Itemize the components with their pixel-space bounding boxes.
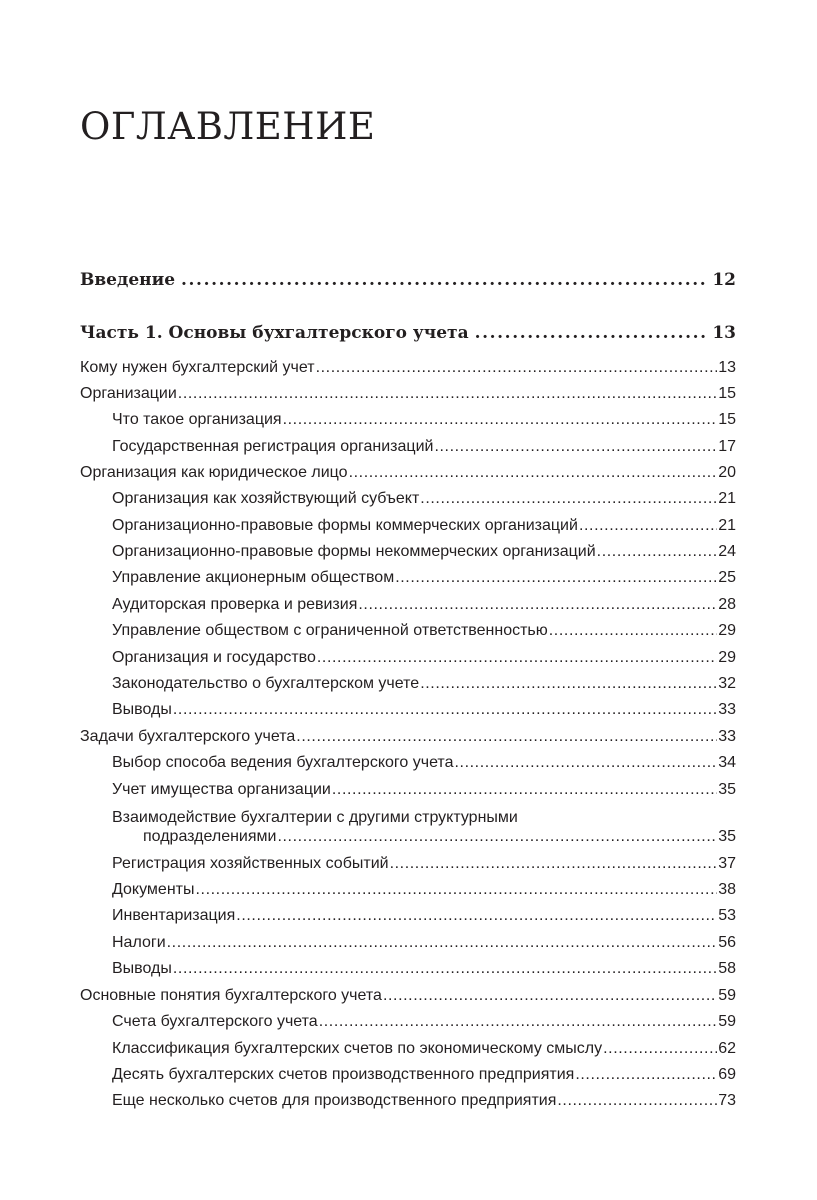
toc-subentry[interactable] <box>112 959 736 979</box>
dot-leader <box>557 1091 717 1111</box>
toc-entry-title: Регистрация хозяйственных событий <box>112 855 389 872</box>
page-title: ОГЛАВЛЕНИЕ <box>80 105 376 148</box>
toc-subentry[interactable] <box>112 1039 736 1059</box>
toc-entry-title: Организационно-правовые формы некоммерческих организаций <box>112 543 596 560</box>
dot-leader <box>597 542 718 562</box>
dot-leader <box>173 959 717 979</box>
toc-subentry[interactable] <box>112 700 736 720</box>
dot-leader <box>332 780 717 800</box>
dot-leader <box>316 358 718 378</box>
toc-entry-page: 53 <box>718 907 736 924</box>
toc-subentry[interactable] <box>112 542 736 562</box>
dot-leader <box>475 323 707 343</box>
toc-entry-title: Счета бухгалтерского учета <box>112 1013 318 1030</box>
toc-entry-page: 58 <box>718 960 736 977</box>
dot-leader <box>454 753 717 773</box>
dot-leader <box>575 1065 717 1085</box>
toc-subentry[interactable] <box>112 621 736 641</box>
toc-subentry[interactable] <box>112 1091 736 1111</box>
toc-entry[interactable] <box>80 986 736 1006</box>
toc-entry-page: 15 <box>718 385 736 402</box>
dot-leader <box>549 621 717 641</box>
toc-entry-title: Десять бухгалтерских счетов производственного предприятия <box>112 1066 575 1083</box>
toc-subentry[interactable] <box>112 827 736 847</box>
toc-subentry[interactable] <box>112 410 736 430</box>
toc-entry-page: 33 <box>718 701 736 718</box>
toc-entry-page: 56 <box>718 934 736 951</box>
dot-leader <box>195 880 717 900</box>
toc-entry-page: 35 <box>718 828 736 845</box>
toc-entry-page: 59 <box>718 987 736 1004</box>
dot-leader <box>283 410 718 430</box>
dot-leader <box>395 568 717 588</box>
dot-leader <box>579 516 717 536</box>
toc-subentry[interactable] <box>112 648 736 668</box>
toc-entry-page: 37 <box>718 855 736 872</box>
toc-entry-page: 29 <box>718 649 736 666</box>
toc-entry-title: Часть 1. Основы бухгалтерского учета <box>80 323 469 343</box>
toc-entry-page: 69 <box>718 1066 736 1083</box>
toc-entry-page: 59 <box>718 1013 736 1030</box>
toc-entry-title: Что такое организация <box>112 411 282 428</box>
toc-subentry[interactable] <box>112 854 736 874</box>
toc-entry-title: Задачи бухгалтерского учета <box>80 728 296 745</box>
toc-subentry[interactable] <box>112 780 736 800</box>
dot-leader <box>420 489 717 509</box>
toc-entry-page: 13 <box>712 323 736 343</box>
toc-subentry[interactable] <box>112 568 736 588</box>
toc-entry-page: 15 <box>718 411 736 428</box>
toc-entry-title: Организации <box>80 385 177 402</box>
toc-entry-title: Еще несколько счетов для производственного предприятия <box>112 1092 557 1109</box>
toc-subentry[interactable] <box>112 880 736 900</box>
dot-leader <box>603 1039 717 1059</box>
dot-leader <box>358 595 717 615</box>
toc-entry-page: 33 <box>718 728 736 745</box>
toc-major-entry[interactable] <box>80 323 736 343</box>
toc-entry-title: Классификация бухгалтерских счетов по экономическому смыслу <box>112 1040 603 1057</box>
toc-entry-title-line1[interactable]: Взаимодействие бухгалтерии с другими структурными <box>112 809 518 826</box>
dot-leader <box>317 648 717 668</box>
toc-entry-title: Налоги <box>112 934 166 951</box>
toc-entry-page: 20 <box>718 464 736 481</box>
toc-subentry[interactable] <box>112 753 736 773</box>
toc-entry-title: Основные понятия бухгалтерского учета <box>80 987 382 1004</box>
toc-entry-title: Управление акционерным обществом <box>112 569 395 586</box>
dot-leader <box>319 1012 718 1032</box>
dot-leader <box>236 906 717 926</box>
toc-entry-page: 29 <box>718 622 736 639</box>
toc-subentry[interactable] <box>112 437 736 457</box>
dot-leader <box>178 384 717 404</box>
toc-entry-page: 13 <box>718 359 736 376</box>
dot-leader <box>296 727 717 747</box>
toc-entry[interactable] <box>80 727 736 747</box>
toc-subentry[interactable] <box>112 674 736 694</box>
dot-leader <box>383 986 717 1006</box>
dot-leader <box>277 827 717 847</box>
toc-entry-title: Кому нужен бухгалтерский учет <box>80 359 315 376</box>
toc-entry-page: 34 <box>718 754 736 771</box>
toc-entry-title: Управление обществом с ограниченной ответственностью <box>112 622 548 639</box>
toc-subentry[interactable] <box>112 906 736 926</box>
toc-subentry[interactable] <box>112 1012 736 1032</box>
toc-entry-title: Государственная регистрация организаций <box>112 438 434 455</box>
toc-entry-page: 21 <box>718 517 736 534</box>
toc-entry-title: Введение <box>80 270 176 290</box>
toc-subentry[interactable] <box>112 595 736 615</box>
dot-leader <box>173 700 717 720</box>
dot-leader <box>181 270 706 290</box>
toc-entry-title: Выводы <box>112 701 172 718</box>
toc-subentry[interactable] <box>112 516 736 536</box>
toc-entry-title: Законодательство о бухгалтерском учете <box>112 675 420 692</box>
toc-entry-page: 24 <box>718 543 736 560</box>
toc-entry[interactable] <box>80 463 736 483</box>
toc-entry-title: Организация и государство <box>112 649 316 666</box>
toc-entry-title: Документы <box>112 881 195 898</box>
toc-entry-page: 73 <box>718 1092 736 1109</box>
toc-entry-title: подразделениями <box>143 828 277 845</box>
toc-entry[interactable] <box>80 384 736 404</box>
dot-leader <box>420 674 717 694</box>
toc-entry-page: 62 <box>718 1040 736 1057</box>
toc-subentry[interactable] <box>112 933 736 953</box>
toc-entry-page: 25 <box>718 569 736 586</box>
dot-leader <box>390 854 718 874</box>
dot-leader <box>349 463 718 483</box>
dot-leader <box>434 437 717 457</box>
dot-leader <box>167 933 718 953</box>
toc-entry-page: 17 <box>718 438 736 455</box>
toc-subentry[interactable] <box>112 1065 736 1085</box>
toc-entry-title: Инвентаризация <box>112 907 236 924</box>
toc-entry-title: Выводы <box>112 960 172 977</box>
toc-major-entry[interactable] <box>80 270 736 290</box>
toc-entry-title: Организационно-правовые формы коммерческих организаций <box>112 517 578 534</box>
toc-entry-page: 35 <box>718 781 736 798</box>
toc-entry-title: Аудиторская проверка и ревизия <box>112 596 358 613</box>
toc-entry-page: 21 <box>718 490 736 507</box>
toc-entry-page: 12 <box>712 270 736 290</box>
toc-entry[interactable] <box>80 358 736 378</box>
toc-entry-title: Организация как хозяйствующий субъект <box>112 490 420 507</box>
toc-entry-title: Выбор способа ведения бухгалтерского учета <box>112 754 454 771</box>
toc-entry-title: Организация как юридическое лицо <box>80 464 348 481</box>
toc-entry-page: 32 <box>718 675 736 692</box>
toc-entry-title: Учет имущества организации <box>112 781 331 798</box>
toc-entry-page: 38 <box>718 881 736 898</box>
toc-subentry[interactable] <box>112 489 736 509</box>
toc-entry-page: 28 <box>718 596 736 613</box>
